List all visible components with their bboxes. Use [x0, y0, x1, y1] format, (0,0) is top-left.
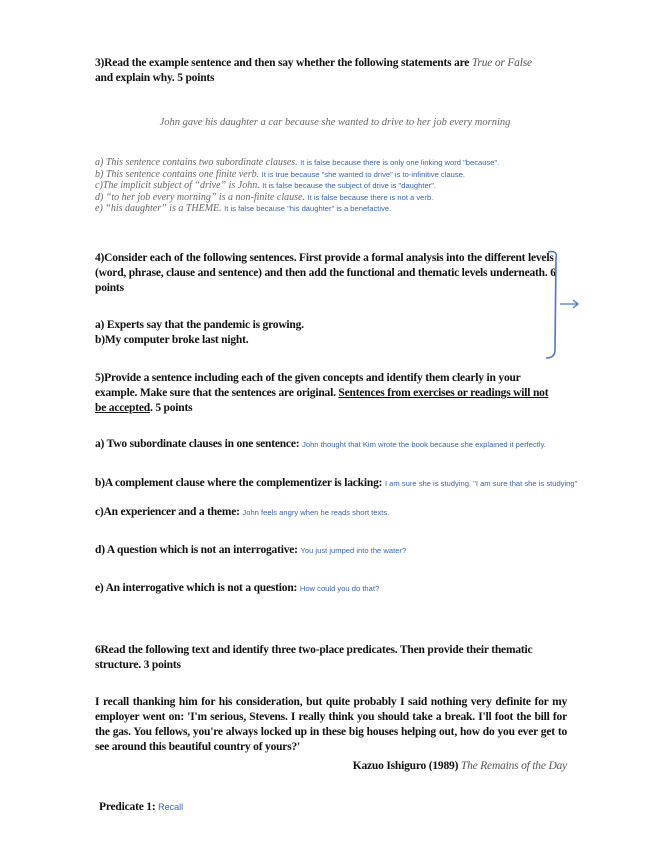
true-word: True: [471, 57, 493, 69]
predicate-1-label: Predicate 1:: [99, 801, 159, 813]
q5-underlined-note: Sentences from exercises or readings will not be accepted: [95, 387, 549, 414]
q3-instructions: [95, 56, 575, 86]
q3-statements: [95, 157, 635, 215]
statement-b: b) This sentence contains one finite verb. It is true because "she wanted to drive" is to-infinitive clause.: [95, 168, 465, 180]
bracket-arrow-annotation: [540, 246, 590, 364]
answer-e: It is false because "his daughter" is a benefactive.: [224, 204, 392, 213]
q5-item-a: a) Two subordinate clauses in one sentence: John thought that Kim wrote the book because she explained it perfectly.: [95, 438, 546, 450]
q5-item-d: d) A question which is not an interrogative: You just jumped into the water?: [95, 544, 407, 556]
q5-answer-c: John feels angry when he reads short texts.: [242, 508, 390, 517]
q5-answer-b: I am sure she is studying. "I am sure that she is studying": [384, 479, 578, 488]
statement-c: c)The implicit subject of “drive” is John. It is false because the subject of drive is "daughter".: [95, 180, 437, 191]
or-word: or: [492, 57, 508, 69]
statement-d: d) “to her job every morning” is a non-finite clause. It is false because there is not a verb.: [95, 191, 434, 203]
q4-item-b: b)My computer broke last night.: [95, 334, 249, 346]
predicate-1-answer: Recall: [158, 802, 184, 812]
q4-item-a: a) Experts say that the pandemic is growing.: [95, 319, 304, 331]
q3-intro-text: 3)Read the example sentence and then say whether the following statements are: [95, 57, 472, 69]
q5-item-e: e) An interrogative which is not a question: How could you do that?: [95, 582, 380, 594]
answer-c: It is false because the subject of drive is "daughter".: [262, 181, 437, 190]
citation-author: Kazuo Ishiguro (1989): [352, 760, 461, 772]
q5-item-c: c)An experiencer and a theme: John feels angry when he reads short texts.: [95, 506, 390, 518]
q5-item-b: b)A complement clause where the complementizer is lacking: I am sure she is studying. "I am sure that she is studying": [95, 477, 578, 489]
predicate-1-line: [99, 801, 183, 813]
answer-d: It is false because there is not a verb.: [307, 192, 434, 202]
q5-instructions: 5)Provide a sentence including each of the given concepts and identify them clearly in your example. Make sure that the sentences are original. Sentences from exercises or readings will not be accepted. 5 points: [95, 372, 549, 414]
answer-a: It is false because there is only one linking word "because".: [300, 158, 500, 167]
q4-instructions: 4)Consider each of the following sentences. First provide a formal analysis into the different levels (word, phrase, clause and sentence) and then add the functional and thematic levels underneath. 6 points: [95, 252, 556, 294]
statement-a: a) This sentence contains two subordinate clauses. It is false because there is only one linking word "because".: [95, 157, 500, 168]
q5-answer-a: John thought that Kim wrote the book because she explained it perfectly.: [302, 440, 546, 449]
q3-points: and explain why. 5 points: [95, 72, 215, 84]
q6-instructions: 6Read the following text and identify three two-place predicates. Then provide their thematic structure. 3 points: [95, 644, 533, 671]
false-word: False: [507, 57, 532, 69]
q5-answer-e: How could you do that?: [299, 584, 380, 593]
q3-example-sentence: John gave his daughter a car because she wanted to drive to her job every morning: [159, 117, 511, 128]
q5-answer-d: You just jumped into the water?: [300, 546, 407, 555]
citation-title: The Remains of the Day: [460, 760, 567, 772]
q4-items: [95, 318, 304, 348]
statement-e: e) “his daughter” is a THEME. It is false because "his daughter" is a benefactive.: [95, 203, 392, 214]
answer-b: It is true because "she wanted to drive" is to-infinitive clause.: [261, 169, 465, 179]
q6-passage: I recall thanking him for his consideration, but quite probably I said nothing very definite for my employer went on: 'I'm serious, Stevens. I really think you should take a break. I'll foot the bill for the gas. You fellows, you're always locked up in these big houses helping out, how do you ever get to see around this beautiful country of yours?': [95, 696, 567, 753]
q6-citation: [260, 760, 567, 772]
